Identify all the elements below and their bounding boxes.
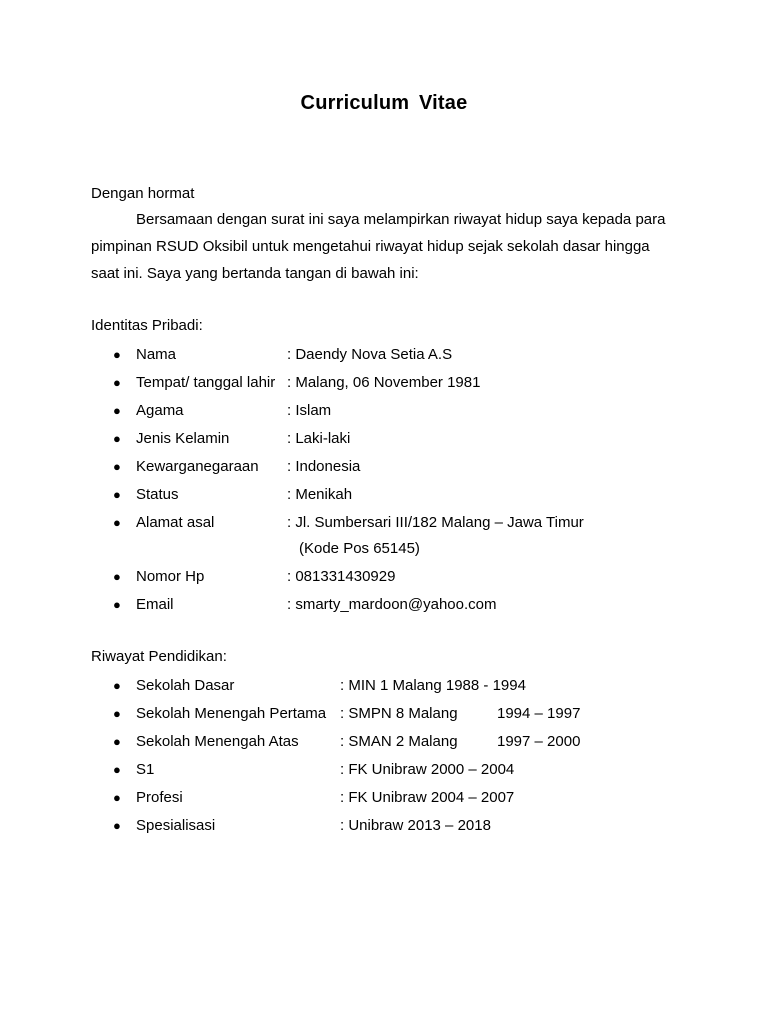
bullet-icon: ●: [113, 403, 121, 418]
item-value: : SMAN 2 Malang: [340, 733, 458, 750]
item-period: 1997 – 2000: [497, 733, 581, 750]
item-value: : Malang, 06 November 1981: [287, 374, 481, 391]
item-label: Nomor Hp: [136, 568, 205, 585]
item-value: : Daendy Nova Setia A.S: [287, 346, 453, 363]
greeting-text: Dengan hormat: [91, 185, 195, 202]
bullet-icon: ●: [113, 487, 121, 502]
item-label: Sekolah Menengah Pertama: [136, 705, 327, 722]
item-label: Nama: [136, 346, 177, 363]
item-value: : Unibraw 2013 – 2018: [340, 817, 491, 834]
item-value: : Laki-laki: [287, 430, 351, 447]
bullet-icon: ●: [113, 818, 121, 833]
item-label: S1: [136, 761, 155, 778]
bullet-icon: ●: [113, 431, 121, 446]
bullet-icon: ●: [113, 706, 121, 721]
document-title: Curriculum Vitae: [300, 92, 468, 114]
item-value: : Islam: [287, 402, 332, 419]
item-label: Profesi: [136, 789, 183, 806]
pendidikan-heading: Riwayat Pendidikan:: [91, 648, 227, 665]
bullet-icon: ●: [113, 678, 121, 693]
item-value: : Menikah: [287, 486, 353, 503]
item-value: : MIN 1 Malang 1988 - 1994: [340, 677, 526, 694]
item-value: : SMPN 8 Malang: [340, 705, 458, 722]
item-value: : smarty_mardoon@yahoo.com: [287, 596, 497, 613]
item-label: Agama: [136, 402, 184, 419]
item-label: Email: [136, 596, 174, 613]
item-value: : Indonesia: [287, 458, 361, 475]
bullet-icon: ●: [113, 515, 121, 530]
item-label: Kewarganegaraan: [136, 458, 259, 475]
bullet-icon: ●: [113, 347, 121, 362]
bullet-icon: ●: [113, 597, 121, 612]
bullet-icon: ●: [113, 734, 121, 749]
bullet-icon: ●: [113, 459, 121, 474]
bullet-icon: ●: [113, 790, 121, 805]
item-label: Jenis Kelamin: [136, 430, 230, 447]
item-period: 1994 – 1997: [497, 705, 581, 722]
item-label: Spesialisasi: [136, 817, 216, 834]
item-label: Alamat asal: [136, 514, 215, 531]
item-label: Sekolah Dasar: [136, 677, 235, 694]
intro-paragraph: Bersamaan dengan surat ini saya melampirkan riwayat hidup saya kepada para pimpinan RSUD Oksibil untuk mengetahui riwayat hidup sejak sekolah dasar hingga saat ini. Saya yang bertanda tangan di bawah ini:: [91, 211, 666, 282]
item-label: Tempat/ tanggal lahir: [136, 374, 276, 391]
item-value: : Jl. Sumbersari III/182 Malang – Jawa Timur: [287, 514, 584, 531]
item-value: : 081331430929: [287, 568, 396, 585]
item-label: Status: [136, 486, 179, 503]
item-value: : FK Unibraw 2000 – 2004: [340, 761, 515, 778]
item-label: Sekolah Menengah Atas: [136, 733, 299, 750]
item-value: : FK Unibraw 2004 – 2007: [340, 789, 515, 806]
item-value-continued: (Kode Pos 65145): [299, 540, 420, 557]
bullet-icon: ●: [113, 569, 121, 584]
identitas-heading: Identitas Pribadi:: [91, 317, 203, 334]
bullet-icon: ●: [113, 375, 121, 390]
bullet-icon: ●: [113, 762, 121, 777]
